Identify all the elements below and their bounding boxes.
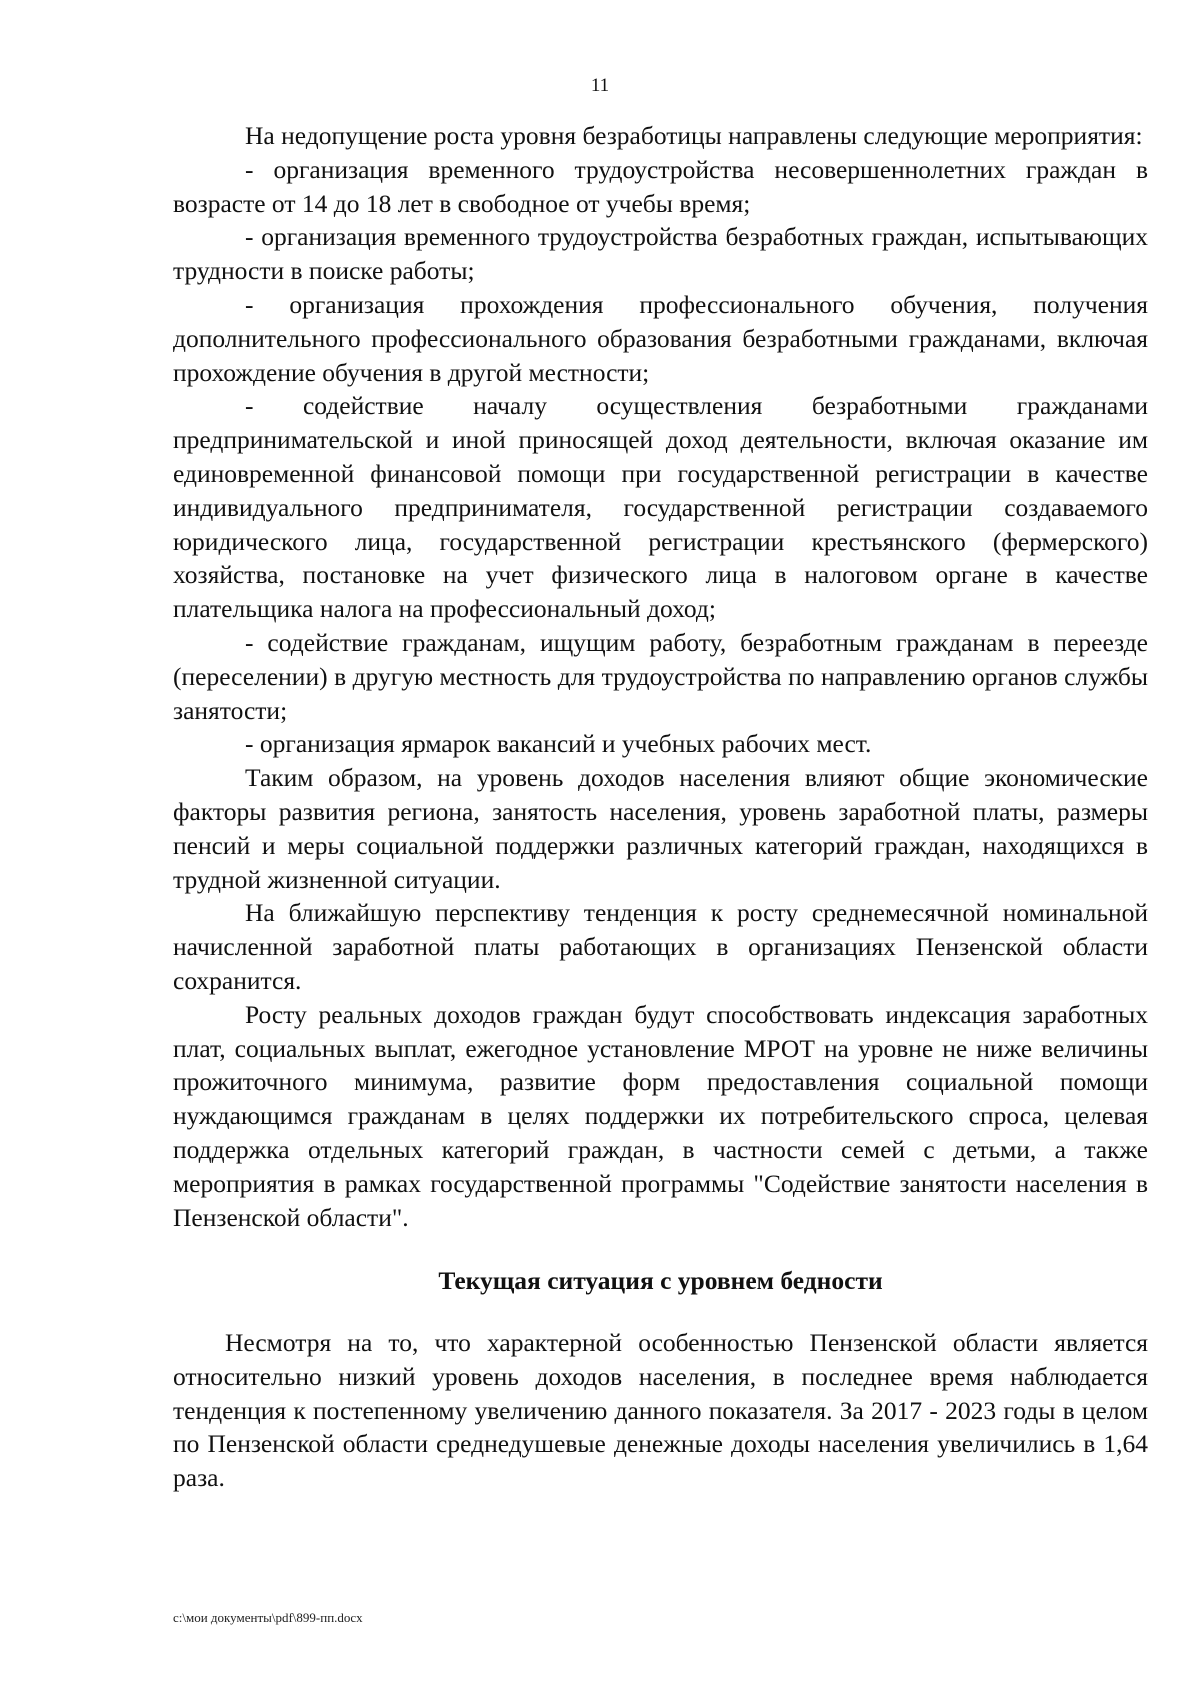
paragraph-intro: На недопущение роста уровня безработицы направлены следующие мероприятия:	[245, 121, 1143, 150]
section-heading: Текущая ситуация с уровнем бедности	[438, 1266, 883, 1296]
list-item-professional-training: - организация прохождения профессионального обучения, получения дополнительного профессионального образования безработными гражданами, включая прохождение обучения в другой местности;	[173, 289, 1148, 387]
paragraph-real-income-growth: Росту реальных доходов граждан будут способствовать индексация заработных плат, социальных выплат, ежегодное установление МРОТ на уровне не ниже величины прожиточного минимума, развитие форм предоставления социальной помощи нуждающимся гражданам в целях поддержки их потребительского спроса, целевая поддержка отдельных категорий граждан, в частности семей с детьми, а также мероприятия в рамках государственной программы "Содействие занятости населения в Пензенской области".	[173, 999, 1148, 1232]
list-item-temporary-unemployed: - организация временного трудоустройства безработных граждан, испытывающих трудности в поиске работы;	[173, 222, 1148, 286]
paragraph-income-factors: Таким образом, на уровень доходов населения влияют общие экономические факторы развития региона, занятость населения, уровень заработной платы, размеры пенсий и меры социальной поддержки различных категорий граждан, находящихся в трудной жизненной ситуации.	[173, 763, 1148, 894]
list-item-temporary-minors: - организация временного трудоустройства несовершеннолетних граждан в возрасте от 14 до 18 лет в свободное от учебы время;	[173, 154, 1148, 218]
paragraph-wage-trend: На ближайшую перспективу тенденция к росту среднемесячной номинальной начисленной заработной платы работающих в организациях Пензенской области сохранится.	[173, 898, 1148, 995]
document-body	[173, 119, 1148, 1495]
list-item-job-fairs: - организация ярмарок вакансий и учебных рабочих мест.	[245, 729, 872, 759]
footer-file-path: c:\мои документы\pdf\899-пп.docx	[173, 1610, 363, 1625]
list-item-entrepreneurship-support: - содействие началу осуществления безработными гражданами предпринимательской и иной приносящей доход деятельности, включая оказание им единовременной финансовой помощи при государственной регистрации в качестве индивидуального предпринимателя, государственной регистрации создаваемого юридического лица, государственной регистрации крестьянского (фермерского) хозяйства, постановке на учет физического лица в налоговом органе в качестве плательщика налога на профессиональный доход;	[173, 391, 1148, 624]
page-number: 11	[590, 75, 610, 96]
list-item-relocation-support: - содействие гражданам, ищущим работу, безработным гражданам в переезде (переселении) в другую местность для трудоустройства по направлению органов службы занятости;	[173, 627, 1148, 725]
paragraph-poverty-situation: Несмотря на то, что характерной особенностью Пензенской области является относительно низкий уровень доходов населения, в последнее время наблюдается тенденция к постепенному увеличению данного показателя. За 2017 - 2023 годы в целом по Пензенской области среднедушевые денежные доходы населения увеличились в 1,64 раза.	[173, 1328, 1148, 1493]
